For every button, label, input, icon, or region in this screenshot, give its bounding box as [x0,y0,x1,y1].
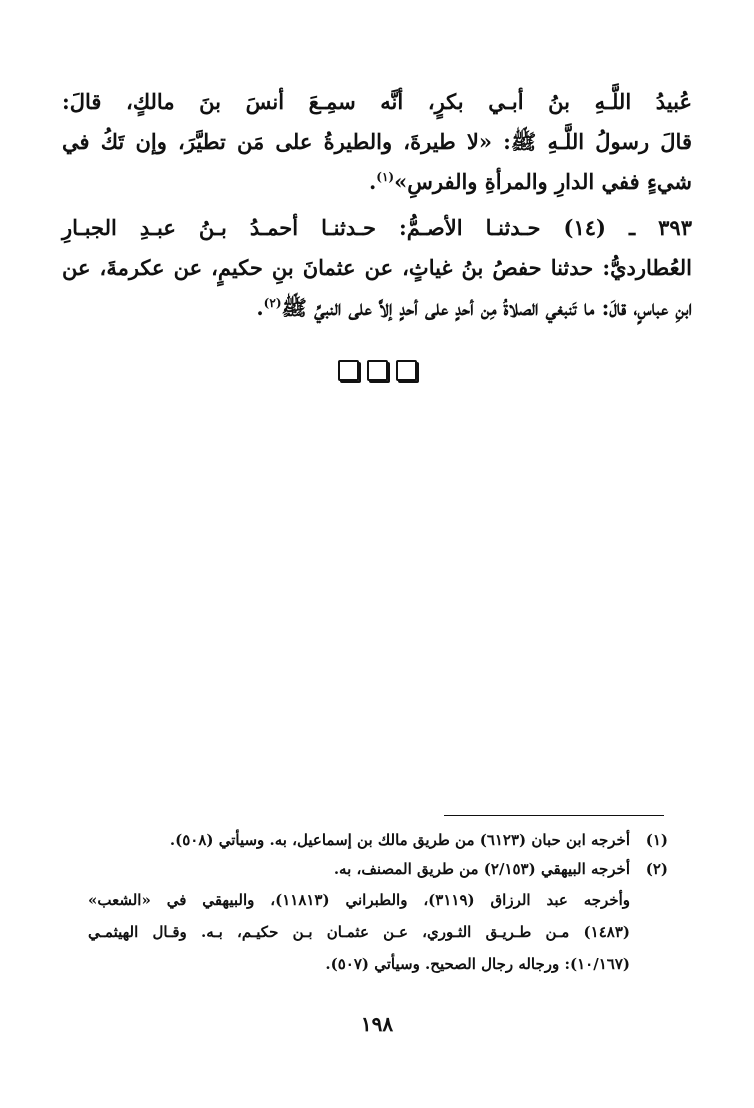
footnote-text: أخرجه البيهقي (٢/١٥٣) من طريق المصنف، به. [333,860,630,878]
main-text [62,82,692,328]
text-line-6 [62,288,692,328]
footnote-2 [88,855,668,884]
footnote-line: (١٠/١٦٧): ورجاله رجال الصحيح. وسيأتي (٥٠٧). [325,955,630,973]
text-line-5: العُطارديُّ: حدثنا حفصُ بنُ غياثٍ، عن عثمانَ بنِ حكيمٍ، عن عكرمةَ، عن [62,255,692,280]
square-ornament-icon [338,360,359,381]
footnote-ref-1[interactable]: (١) [376,170,395,184]
footnote-line: (١٤٨٣) مـن طـريـق الثـوري، عـن عثمـان بـن حكيـم، بـه. وقـال الهيثمـي [88,923,630,941]
footnote-separator [444,815,664,816]
text-line-6-content: ابنِ عباسٍ، قالَ: ما تَنبغي الصلاةُ مِن أحدٍ على أحدٍ إلاَّ على النبيِّ ﷺ [281,295,692,320]
footnote-ref-2[interactable]: (٢) [263,296,282,310]
footnote-text: أخرجه ابن حبان (٦١٢٣) من طريق مالك بن إسماعيل، به. وسيأتي (٥٠٨). [169,831,630,849]
footnotes [88,826,668,980]
footnote-line: وأخرجه عبد الرزاق (٣١١٩)، والطبراني (١١٨١٣)، والبيهقي في «الشعب» [88,891,631,909]
footnote-1 [88,826,668,855]
text-line-2: قالَ رسولُ اللَّـهِ ﷺ: «لا طيرةَ، والطيرةُ على مَن تطيَّرَ، وإن تَكُ في [62,129,692,154]
footnote-number: (١) [645,831,668,849]
footnote-2-continuation [88,884,668,980]
period: . [368,169,377,194]
footnote-number: (٢) [645,860,668,878]
hadith-393-header: ٣٩٣ ـ (١٤) حـدثنـا الأصـمُّ: حـدثنـا أحمـدُ بـنُ عبـدِ الجبـارِ [62,215,692,240]
text-line-3 [62,162,692,202]
page-number: ١٩٨ [360,1012,394,1036]
text-line-1: عُبيدُ اللَّـهِ بنُ أبـي بكرٍ، أنَّه سمِـعَ أنسَ بنَ مالكٍ، قالَ: [62,89,692,114]
section-divider-ornament [0,360,754,381]
square-ornament-icon [396,360,417,381]
square-ornament-icon [367,360,388,381]
period-2: . [256,295,264,320]
text-line-3-content: شيءٍ ففي الدارِ والمرأةِ والفرسِ» [394,169,692,194]
